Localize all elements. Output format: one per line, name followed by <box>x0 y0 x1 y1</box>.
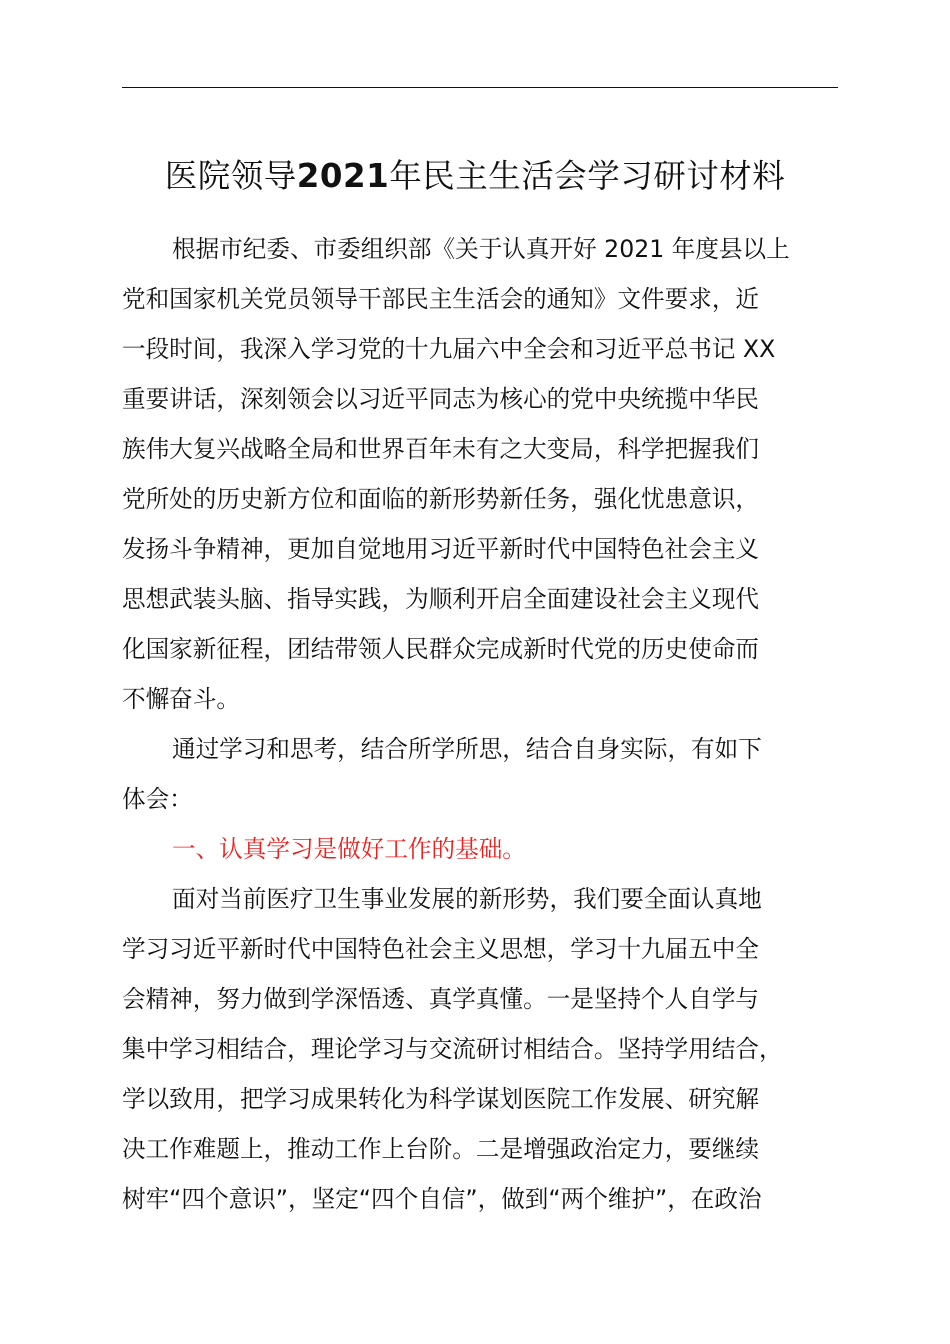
document-title <box>0 146 950 206</box>
paragraph-line: 通过学习和思考，结合所学所思，结合自身实际，有如下 <box>172 735 762 763</box>
header-rule <box>122 87 838 88</box>
paragraph-line: 会精神，努力做到学深悟透、真学真懂。一是坚持个人自学与 <box>122 985 760 1013</box>
paragraph-line: 学习习近平新时代中国特色社会主义思想，学习十九届五中全 <box>122 935 760 963</box>
section-heading: 一、认真学习是做好工作的基础。 <box>172 835 526 863</box>
paragraph-line: 重要讲话，深刻领会以习近平同志为核心的党中央统揽中华民 <box>122 385 760 413</box>
title-prefix: 医院领导 <box>164 157 297 195</box>
paragraph-line: 决工作难题上，推动工作上台阶。二是增强政治定力，要继续 <box>122 1135 760 1163</box>
paragraph-line: 集中学习相结合，理论学习与交流研讨相结合。坚持学用结合， <box>122 1035 783 1063</box>
paragraph-line: 思想武装头脑、指导实践，为顺利开启全面建设社会主义现代 <box>122 585 760 613</box>
paragraph-line: 体会： <box>122 785 193 813</box>
paragraph-line: 党所处的历史新方位和面临的新形势新任务，强化忧患意识， <box>122 485 760 513</box>
paragraph-line: 学以致用，把学习成果转化为科学谋划医院工作发展、研究解 <box>122 1085 760 1113</box>
paragraph-line: 根据市纪委、市委组织部《关于认真开好 2021 年度县以上 <box>172 235 790 263</box>
paragraph-line: 党和国家机关党员领导干部民主生活会的通知》文件要求，近 <box>122 285 760 313</box>
paragraph-line: 不懈奋斗。 <box>122 685 240 713</box>
paragraph-line: 面对当前医疗卫生事业发展的新形势，我们要全面认真地 <box>172 885 762 913</box>
title-suffix: 年民主生活会学习研讨材料 <box>389 157 786 195</box>
paragraph-line: 发扬斗争精神，更加自觉地用习近平新时代中国特色社会主义 <box>122 535 760 563</box>
paragraph-line: 化国家新征程，团结带领人民群众完成新时代党的历史使命而 <box>122 635 760 663</box>
title-year: 2021 <box>296 157 390 195</box>
paragraph-line: 树牢“四个意识”，坚定“四个自信”，做到“两个维护”，在政治 <box>122 1185 762 1213</box>
paragraph-line: 一段时间，我深入学习党的十九届六中全会和习近平总书记 XX <box>122 335 776 363</box>
paragraph-line: 族伟大复兴战略全局和世界百年未有之大变局，科学把握我们 <box>122 435 760 463</box>
